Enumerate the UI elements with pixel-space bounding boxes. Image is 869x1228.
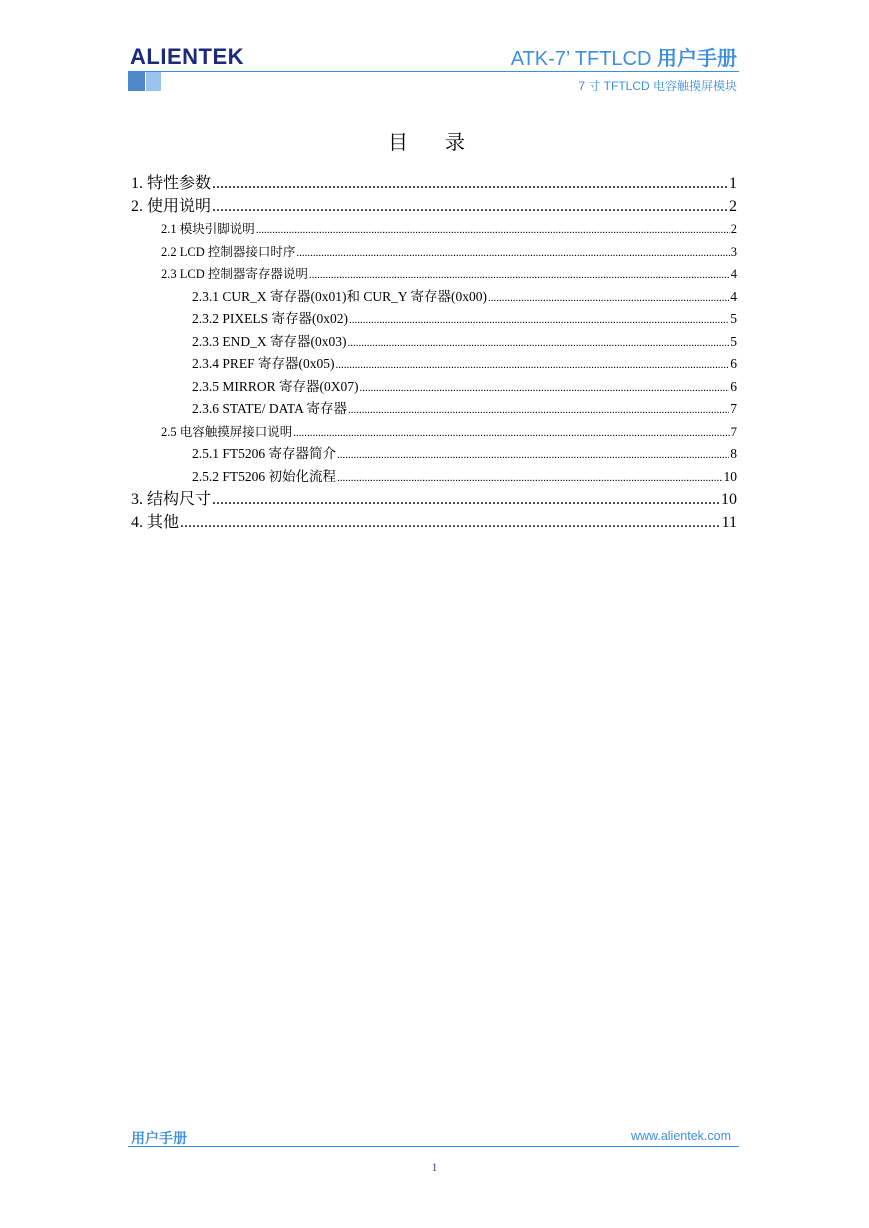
toc-entry-title: 2.3.5 MIRROR 寄存器(0X07) [192, 378, 359, 394]
toc-leader-dots [212, 488, 720, 511]
toc-entry-title: 3. 结构尺寸 [131, 491, 212, 508]
toc-entry-page: 6 [730, 356, 737, 371]
toc-leader-dots [348, 332, 730, 355]
document-subtitle: 7 寸 TFTLCD 电容触摸屏模块 [578, 79, 737, 93]
toc-entry-title: 2.3 LCD 控制器寄存器说明 [161, 267, 308, 281]
toc-entry-page: 7 [730, 424, 737, 439]
toc-entry[interactable] [131, 263, 737, 286]
toc-entry-page: 2 [729, 198, 737, 215]
toc-leader-dots [337, 467, 722, 490]
toc-entry-title: 2.3.3 END_X 寄存器(0x03) [192, 333, 347, 349]
toc-leader-dots [348, 399, 729, 422]
toc-entry-title: 2.5.2 FT5206 初始化流程 [192, 468, 337, 484]
toc-entry-title: 2.3.6 STATE/ DATA 寄存器 [192, 401, 347, 416]
toc-entry-title: 2.5 电容触摸屏接口说明 [161, 424, 293, 439]
toc-entry-title: 2.1 模块引脚说明 [161, 222, 255, 236]
toc-entry-page: 3 [730, 244, 737, 259]
decor-square-light [146, 72, 161, 91]
toc-entry[interactable] [131, 443, 737, 466]
toc-leader-dots [212, 172, 728, 195]
toc-leader-dots [349, 309, 729, 332]
toc-leader-dots [296, 242, 729, 265]
toc-leader-dots [336, 354, 730, 377]
toc-leader-dots [180, 511, 721, 534]
toc-entry[interactable] [131, 511, 737, 534]
toc-entry[interactable] [131, 421, 737, 444]
toc-entry[interactable] [131, 172, 737, 195]
alientek-logo: ALIENTEK [130, 44, 244, 69]
toc-entry-page: 8 [730, 446, 737, 461]
toc-entry[interactable] [131, 218, 737, 241]
footer-website-link[interactable]: www.alientek.com [630, 1129, 731, 1143]
toc-entry[interactable] [131, 353, 737, 376]
toc-entry-title: 2.3.4 PREF 寄存器(0x05) [192, 356, 335, 371]
toc-heading: 目 录 [388, 132, 481, 154]
toc-entry-title: 1. 特性参数 [131, 175, 212, 192]
toc-entry-title: 2.2 LCD 控制器接口时序 [161, 244, 296, 259]
toc-entry-page: 10 [721, 491, 737, 508]
toc-entry-page: 11 [721, 514, 737, 531]
header-divider [128, 71, 739, 72]
toc-entry-page: 7 [730, 401, 737, 416]
toc-entry[interactable] [131, 398, 737, 421]
toc-leader-dots [360, 377, 730, 400]
toc-entry[interactable] [131, 241, 737, 264]
decor-square-dark [128, 72, 145, 91]
toc-entry-title: 4. 其他 [131, 514, 180, 531]
page-footer [128, 1126, 739, 1148]
document-title-strong: 用户手册 [657, 48, 737, 70]
toc-leader-dots [488, 287, 729, 310]
toc-entry[interactable] [131, 466, 737, 489]
toc-leader-dots [309, 264, 730, 287]
toc-entry-page: 4 [730, 288, 737, 304]
toc-entry[interactable] [131, 286, 737, 309]
toc-entry-title: 2.3.1 CUR_X 寄存器(0x01)和 CUR_Y 寄存器(0x00) [192, 288, 487, 304]
document-title [511, 42, 737, 71]
footer-manual-label: 用户手册 [131, 1130, 187, 1146]
page-header [128, 40, 739, 96]
toc-entry-page: 1 [729, 175, 737, 192]
toc-entry-page: 2 [730, 222, 737, 236]
toc-entry[interactable] [131, 195, 737, 218]
header-decoration [128, 72, 162, 91]
toc-entry-page: 10 [723, 468, 737, 484]
toc-entry[interactable] [131, 488, 737, 511]
footer-divider [128, 1146, 739, 1147]
toc-entry-page: 5 [730, 333, 737, 349]
toc-entry-page: 4 [730, 267, 737, 281]
toc-entry-page: 5 [730, 311, 737, 326]
toc-entry-title: 2. 使用说明 [131, 198, 212, 215]
toc-leader-dots [256, 219, 730, 242]
toc-entry[interactable] [131, 308, 737, 331]
toc-leader-dots [212, 195, 728, 218]
toc-entry[interactable] [131, 376, 737, 399]
document-title-main: ATK-7’ TFTLCD [510, 48, 657, 70]
toc-leader-dots [337, 444, 729, 467]
toc-entry-title: 2.5.1 FT5206 寄存器简介 [192, 446, 337, 461]
toc-entry[interactable] [131, 331, 737, 354]
toc-leader-dots [293, 422, 729, 445]
toc-entry-page: 6 [730, 378, 737, 394]
table-of-contents [131, 172, 737, 534]
page-number: 1 [431, 1160, 438, 1174]
toc-entry-title: 2.3.2 PIXELS 寄存器(0x02) [192, 311, 348, 326]
